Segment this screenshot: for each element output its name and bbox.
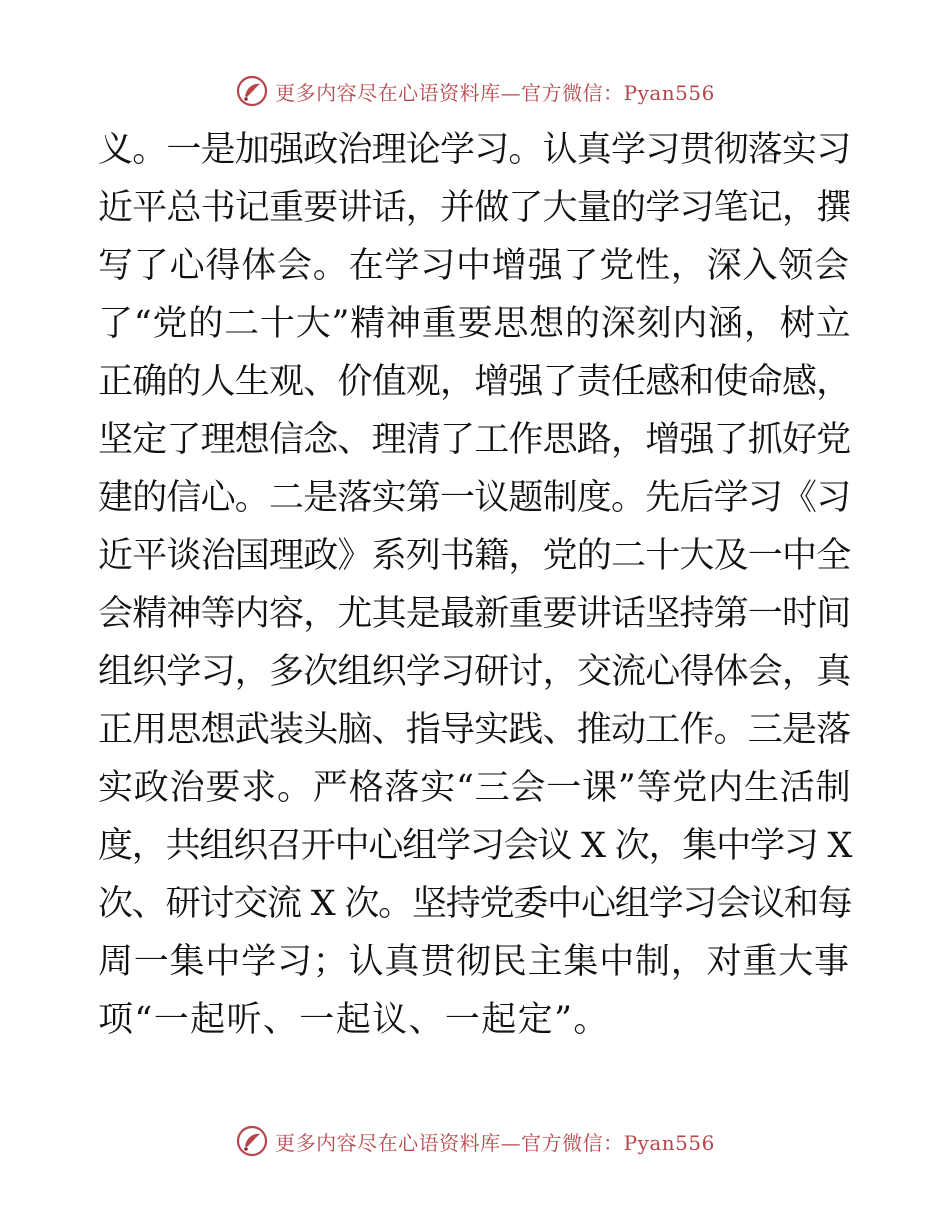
body-line: 实政治要求。严格落实“三会一课”等党内生活制	[98, 768, 852, 808]
body-line: 正用思想武装头脑、指导实践、推动工作。三是落	[98, 710, 851, 750]
body-line: 正确的人生观、价值观，增强了责任感和使命感，	[98, 362, 851, 402]
body-line: 周一集中学习；认真贯彻民主集中制，对重大事	[98, 942, 850, 982]
body-line: 近平总书记重要讲话，并做了大量的学习笔记，撰	[98, 188, 851, 228]
footer-watermark-text: 更多内容尽在心语资料库—官方微信：Pyan556	[275, 1130, 715, 1155]
body-line: 组织学习，多次组织学习研讨，交流心得体会，真	[98, 652, 851, 692]
body-line: 次、研讨交流 X 次。坚持党委中心组学习会议和每	[98, 884, 852, 924]
header-watermark-text: 更多内容尽在心语资料库—官方微信：Pyan556	[275, 80, 715, 105]
header-watermark	[0, 71, 950, 111]
body-line: 义。一是加强政治理论学习。认真学习贯彻落实习	[98, 130, 851, 170]
body-line: 项“一起听、一起议、一起定”。	[98, 1000, 610, 1040]
brand-logo-icon	[235, 1124, 269, 1158]
body-line: 近平谈治国理政》系列书籍，党的二十大及一中全	[98, 536, 851, 576]
document-body	[98, 121, 852, 1049]
body-line: 会精神等内容，尤其是最新重要讲话坚持第一时间	[98, 594, 851, 634]
brand-logo-icon	[235, 74, 269, 108]
body-line: 度，共组织召开中心组学习会议 X 次，集中学习 X	[98, 826, 852, 866]
body-line: 坚定了理想信念、理清了工作思路，增强了抓好党	[98, 420, 851, 460]
body-line: 建的信心。二是落实第一议题制度。先后学习《习	[98, 478, 851, 518]
body-line: 了“党的二十大”精神重要思想的深刻内涵，树立	[98, 304, 852, 344]
footer-watermark	[0, 1121, 950, 1161]
body-line: 写了心得体会。在学习中增强了党性，深入领会	[98, 246, 850, 286]
